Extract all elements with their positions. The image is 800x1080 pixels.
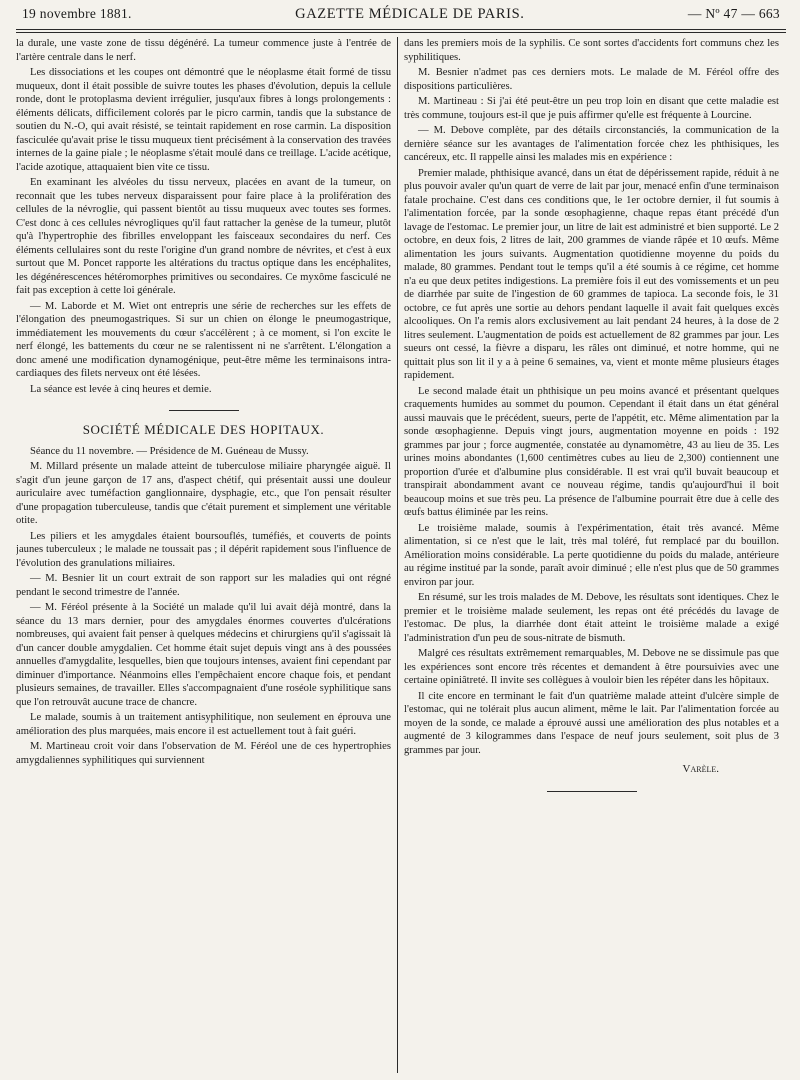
paragraph: M. Martineau : Si j'ai été peut-être un peu trop loin en disant que cette maladie est très commune, toujours est-il que je puis affirmer qu'elle est fréquente à Lourcine. [404,96,779,121]
paragraph: Le troisième malade, soumis à l'expérimentation, était très avancé. Même alimentation, si ce n'est que le lait, très mal toléré, fut remplacé par du bouillon. Amélioration moins considérable. La perte quotidienne du poids du malade, antérieure au régime institué par la sonde, paraît avoir diminué ; elle n'est plus que de 50 grammes environ par jour. [404,522,779,588]
session-line: Séance du 11 novembre. — Présidence de M. Guéneau de Mussy. [30,445,309,457]
journal-title: GAZETTE MÉDICALE DE PARIS. [295,6,525,22]
end-rule [547,791,637,792]
left-column [16,37,397,1077]
paragraph: Premier malade, phthisique avancé, dans un état de dépérissement rapide, réduit à ne plus pouvoir avaler qu'un quart de verre de lait par jour, menacé enfin d'une terminaison fatale prochaine. C'est dans ces conditions que, le 1er octobre dernier, il fut soumis à l'alimentation forcée, par la sonde œsophagienne, chaque repas étant précédé d'un lavage de l'estomac. Le premier jour, un litre de lait est administré et bien supporté. Le 2 octobre, en deux fois, 2 litres de lait, 200 grammes de viande râpée et 10 œufs. Même alimentation les jours suivants. Augmentation quotidienne moyenne du poids du malade, 80 grammes. Pendant tout le temps qu'il a été soumis à ce régime, cet homme n'a eu que deux petites indigestions. La première fois il eut des vomissements et un peu de diarrhée par suite de l'ingestion de 60 grammes de tapioca. La seconde fois, le 31 octobre, ce fut après une sortie au dehors pendant laquelle il avait fait quelques excès alcooliques. On l'a remis alors exclusivement au lait pendant 24 heures, à la dose de 2 litres seulement. L'augmentation de poids est actuellement de 82 grammes par jour. Les sueurs ont cessé, la fièvre a disparu, les râles ont diminué, et notre homme, qui ne quittait plus son lit il y a à peine 6 semaines, va, vient et monte même plusieurs étages rapidement. [404,167,779,381]
paragraph: La séance est levée à cinq heures et demie. [30,383,212,395]
paragraph: — M. Besnier lit un court extrait de son rapport sur les maladies qui ont régné pendant le second trimestre de l'année. [16,573,391,598]
section-title: SOCIÉTÉ MÉDICALE DES HOPITAUX. [82,422,325,437]
paragraph: Malgré ces résultats extrêmement remarquables, M. Debove ne se dissimule pas que les expériences sont encore très récentes et demandent à être poursuivies avec une certaine opiniâtreté. Il invite ses collègues à vouloir bien les répéter dans les hôpitaux. [404,648,779,686]
header-issue-page [688,6,780,22]
paragraph: M. Martineau croit voir dans l'observation de M. Féréol une de ces hypertrophies amygdaliennes syphilitiques qui surviennent [16,741,391,766]
two-column-body [16,37,786,1077]
paragraph: Le malade, soumis à un traitement antisyphilitique, non seulement en éprouva une amélioration des plus marquées, mais encore il est actuellement tout à fait guéri. [16,712,391,737]
paragraph: Les dissociations et les coupes ont démontré que le néoplasme était formé de tissu muqueux, dont il était possible de suivre toutes les phases d'évolution, depuis la cellule ronde, dont le protoplasma devient irrégulier, jusqu'aux fibres à longs prolongements : éléments délicats, difficilement colorés par le picro carmin, tandis que la substance de soutien du N.-O, qui avait résisté, se teintait rapidement en rose carmin. La disposition fasciculée qu'avait prise le tissu muqueux tient précisément à la conservation des travées internes de la gaine piale ; le néoplasme s'était moulé dans ce treillage. L'acide acétique, l'acide azotique, attaquaient bien vite ce tissu. [16,67,391,173]
paragraph: En examinant les alvéoles du tissu nerveux, placées en avant de la tumeur, on reconnait que les tubes nerveux disparaissent pour faire place à la prolifération des cellules de la névroglie, qui passent bientôt au tissu muqueux avec toutes ses formes. C'est donc à ces cellules névrogliques qu'il faut rattacher la genèse de la tumeur, plutôt qu'à l'hypertrophie des fibrilles enveloppant les faisceaux secondaires du nerf. Ces éléments cellulaires sont du reste l'origine d'un grand nombre de névrites, et c'est à eux surtout que M. Poncet rapporte les altérations du tractus optique dans les encéphalites, les dégénérescences hétéromorphes primitives ou secondaires. Ce myxôme fasciculé ne fait pas exception à cette loi générale. [16,177,391,296]
paragraph: M. Millard présente un malade atteint de tuberculose miliaire pharyngée aiguë. Il s'agit d'un jeune garçon de 17 ans, d'aspect chétif, qui présentait aussi une douleur auriculaire avec tuméfaction ganglionnaire, dysphagie, etc., que l'on pensait résulter d'une propagation tuberculeuse, tandis que c'était purement et simplement une véritable otite. [16,461,391,526]
section-divider [169,410,239,411]
header-date: 19 novembre 1881. [22,6,132,21]
paragraph: Il cite encore en terminant le fait d'un quatrième malade atteint d'ulcère simple de l'estomac, qui ne tolérait plus aucun aliment, même le lait. Par l'alimentation forcée au moyen de la sonde, ce malade a éprouvé aussi une amélioration des plus notables et a augmenté de 3 kilogrammes dans l'espace de neuf jours seulement, soit plus de 3 grammes par jour. [404,690,779,756]
page-number: 663 [758,6,780,21]
paragraph: — M. Debove complète, par des détails circonstanciés, la communication de la dernière séance sur les avantages de l'alimentation forcée chez les phthisiques, les cancéreux, etc. Il rappelle ainsi les malades mis en expérience : [404,125,779,163]
paragraph: Le second malade était un phthisique un peu moins avancé et présentant quelques craquements humides au sommet du poumon. Cependant il était dans un état général aussi mauvais que le précédent, sueurs, perte de l'appétit, etc. Même alimentation par la sonde œsophagienne. Depuis vingt jours, augmentation moyenne en poids : 192 grammes par jour ; force augmentée, constatée au dynamomètre, 43 au lieu de 35. Les urines moins abondantes (1,600 centimètres cubes au lieu de 2,300) contiennent une proportion d'urée et d'albumine plus considérable. Il est vrai qu'il buvait beaucoup et transpirait abondamment avant ce nouveau régime, tandis qu'aujourd'hui il boit beaucoup moins et sue très peu. La présence de l'albumine pourrait être due à celle des œufs battus éliminée par les reins. [404,385,779,518]
paragraph: M. Besnier n'admet pas ces derniers mots. Le malade de M. Féréol offre des dispositions particulières. [404,67,779,92]
paragraph: — M. Féréol présente à la Société un malade qu'il lui avait déjà montré, dans la séance du 13 mars dernier, pour des amygdales énormes couvertes d'ulcérations nombreuses, qui avaient fait penser à quelques médecins et chirurgiens qu'il s'agissait là d'un cancer double amygdalien. Cet homme était sujet depuis vingt ans à des poussées annuelles d'amygdalite, lesquelles, bien que toujours intenses, avaient fini cependant par diminuer d'importance. Néanmoins elles l'empêchaient encore chaque fois, et pendant plusieurs semaines, de travailler. Elles s'accompagnaient d'une roséole syphilitique sans que l'on retrouvât aucune trace de chancre. [16,602,391,708]
header-rule [16,32,786,33]
paragraph: Les piliers et les amygdales étaient boursouflés, tuméfiés, et couverts de points jaunes tuberculeux ; le malade ne toussait pas ; il dépérit rapidement sous l'influence de l'évolution des granulations miliaires. [16,530,391,569]
issue-number: — Nº 47 — [687,6,756,21]
paragraph: la durale, une vaste zone de tissu dégénéré. La tumeur commence juste à l'entrée de l'artère centrale dans le nerf. [16,38,391,63]
paragraph: dans les premiers mois de la syphilis. Ce sont sortes d'accidents fort communs chez les syphilitiques. [404,38,779,63]
page-header [16,6,786,30]
right-column [398,37,779,1077]
paragraph: — M. Laborde et M. Wiet ont entrepris une série de recherches sur les effets de l'élongation des pneumogastriques. Si sur un chien on élonge le pneumogastrique, immédiatement les mouvements du cœur s'accélèrent ; à ce moment, si l'on excite le nerf élongé, les battements du cœur ne se ralentissent ni ne s'arrêtent. L'élongation a donc amené une modification dynamogénique, peut-être même les terminaisons intra-cardiaques des filets nerveux ont été lésées. [16,300,391,379]
paragraph: En résumé, sur les trois malades de M. Debove, les résultats sont identiques. Chez le premier et le troisième malade seulement, les repas ont été précédés du lavage de l'estomac. De plus, la diarrhée dont était atteint le troisième malade a exigé l'administration d'un peu de sous-nitrate de bismuth. [404,592,779,644]
author-signature: Varèle. [682,763,719,775]
